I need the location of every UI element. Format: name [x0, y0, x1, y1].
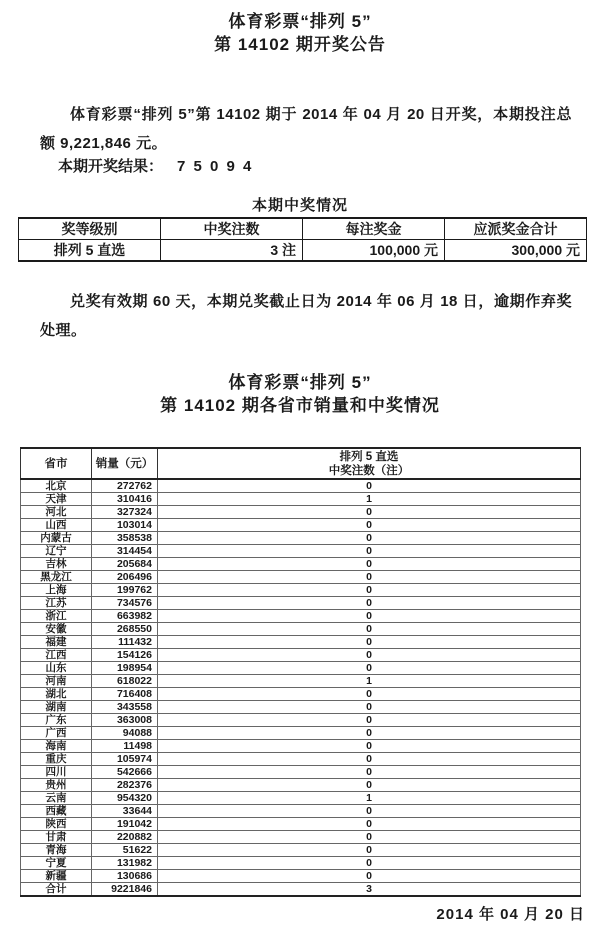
- sales-cell: 954320: [92, 792, 158, 805]
- table-row: [21, 740, 581, 753]
- wins-cell: 0: [158, 727, 581, 740]
- wins-cell: 0: [158, 545, 581, 558]
- table-row: [21, 870, 581, 883]
- prize-table-row: [19, 240, 587, 262]
- table-row: [21, 597, 581, 610]
- table-row: [21, 688, 581, 701]
- province-cell: 广西: [21, 727, 92, 740]
- sales-cell: 105974: [92, 753, 158, 766]
- province-cell: 辽宁: [21, 545, 92, 558]
- wins-cell: 0: [158, 753, 581, 766]
- sales-cell: 131982: [92, 857, 158, 870]
- wins-cell: 0: [158, 532, 581, 545]
- sales-header: 销量（元）: [92, 448, 158, 479]
- sales-cell: 9221846: [92, 883, 158, 897]
- table-row: [21, 558, 581, 571]
- table-row: [21, 714, 581, 727]
- wins-cell: 0: [158, 558, 581, 571]
- wins-header-line1: 排列 5 直选: [339, 450, 399, 463]
- prize-header-count: 中奖注数: [161, 218, 303, 240]
- province-cell: 四川: [21, 766, 92, 779]
- prize-level-cell: 排列 5 直选: [19, 240, 161, 262]
- wins-cell: 0: [158, 714, 581, 727]
- province-cell: 吉林: [21, 558, 92, 571]
- sales-cell: 314454: [92, 545, 158, 558]
- sales-cell: 282376: [92, 779, 158, 792]
- wins-cell: 0: [158, 688, 581, 701]
- page-title-line2: 第 14102 期开奖公告: [214, 35, 386, 54]
- table-row: [21, 831, 581, 844]
- page-title: [0, 10, 600, 56]
- province-cell: 黑龙江: [21, 571, 92, 584]
- table-row: [21, 753, 581, 766]
- wins-cell: 0: [158, 818, 581, 831]
- province-cell: 广东: [21, 714, 92, 727]
- footer-date: 2014 年 04 月 20 日: [436, 906, 585, 923]
- prize-header-amount: 每注奖金: [303, 218, 445, 240]
- sales-cell: 94088: [92, 727, 158, 740]
- province-cell: 山东: [21, 662, 92, 675]
- wins-cell: 0: [158, 701, 581, 714]
- draw-result-line: [58, 156, 253, 178]
- prize-table: [18, 217, 587, 262]
- table-row: [21, 662, 581, 675]
- wins-cell: 1: [158, 493, 581, 506]
- sales-cell: 272762: [92, 479, 158, 493]
- province-table-body: [21, 479, 581, 896]
- draw-result-label: 本期开奖结果：: [58, 158, 164, 175]
- wins-cell: 0: [158, 740, 581, 753]
- sales-cell: 198954: [92, 662, 158, 675]
- sales-cell: 663982: [92, 610, 158, 623]
- table-row: [21, 857, 581, 870]
- table-row: [21, 675, 581, 688]
- wins-cell: 3: [158, 883, 581, 897]
- section2-title-line1: 体育彩票“排列 5”: [228, 373, 372, 392]
- sales-cell: 11498: [92, 740, 158, 753]
- table-row: [21, 883, 581, 897]
- table-row: [21, 805, 581, 818]
- province-cell: 贵州: [21, 779, 92, 792]
- table-row: [21, 532, 581, 545]
- sales-cell: 111432: [92, 636, 158, 649]
- table-row: [21, 545, 581, 558]
- section2-title-line2: 第 14102 期各省市销量和中奖情况: [160, 396, 440, 415]
- wins-cell: 0: [158, 623, 581, 636]
- province-cell: 湖南: [21, 701, 92, 714]
- wins-cell: 0: [158, 519, 581, 532]
- sales-cell: 310416: [92, 493, 158, 506]
- province-cell: 甘肃: [21, 831, 92, 844]
- wins-cell: 0: [158, 662, 581, 675]
- province-cell: 河北: [21, 506, 92, 519]
- province-cell: 安徽: [21, 623, 92, 636]
- sales-cell: 154126: [92, 649, 158, 662]
- sales-cell: 542666: [92, 766, 158, 779]
- table-row: [21, 610, 581, 623]
- province-cell: 新疆: [21, 870, 92, 883]
- sales-cell: 51622: [92, 844, 158, 857]
- wins-cell: 0: [158, 584, 581, 597]
- province-cell: 西藏: [21, 805, 92, 818]
- sales-cell: 220882: [92, 831, 158, 844]
- province-cell: 天津: [21, 493, 92, 506]
- table-row: [21, 701, 581, 714]
- wins-cell: 0: [158, 831, 581, 844]
- wins-cell: 1: [158, 675, 581, 688]
- sales-cell: 716408: [92, 688, 158, 701]
- wins-header-line2: 中奖注数（注）: [328, 464, 410, 477]
- wins-cell: 0: [158, 506, 581, 519]
- province-cell: 海南: [21, 740, 92, 753]
- table-row: [21, 792, 581, 805]
- table-row: [21, 844, 581, 857]
- prize-header-total: 应派奖金合计: [445, 218, 587, 240]
- sales-cell: 33644: [92, 805, 158, 818]
- province-cell: 湖北: [21, 688, 92, 701]
- sales-cell: 343558: [92, 701, 158, 714]
- prize-total-cell: 300,000 元: [445, 240, 587, 262]
- table-row: [21, 766, 581, 779]
- sales-cell: 327324: [92, 506, 158, 519]
- sales-cell: 206496: [92, 571, 158, 584]
- wins-cell: 0: [158, 479, 581, 493]
- province-cell: 北京: [21, 479, 92, 493]
- prize-count-cell: 3 注: [161, 240, 303, 262]
- table-row: [21, 623, 581, 636]
- province-cell: 江苏: [21, 597, 92, 610]
- wins-cell: 0: [158, 649, 581, 662]
- table-row: [21, 584, 581, 597]
- wins-cell: 0: [158, 636, 581, 649]
- sales-cell: 130686: [92, 870, 158, 883]
- wins-cell: 0: [158, 844, 581, 857]
- province-cell: 福建: [21, 636, 92, 649]
- table-row: [21, 493, 581, 506]
- section2-title: [0, 371, 600, 417]
- table-row: [21, 636, 581, 649]
- table-row: [21, 818, 581, 831]
- province-cell: 云南: [21, 792, 92, 805]
- province-cell: 内蒙古: [21, 532, 92, 545]
- wins-cell: 0: [158, 857, 581, 870]
- province-cell: 上海: [21, 584, 92, 597]
- redemption-paragraph: 兑奖有效期 60 天，本期兑奖截止日为 2014 年 06 月 18 日，逾期作弃奖处理。: [40, 293, 572, 339]
- sales-cell: 199762: [92, 584, 158, 597]
- table-row: [21, 727, 581, 740]
- province-cell: 河南: [21, 675, 92, 688]
- table-row: [21, 571, 581, 584]
- sales-cell: 618022: [92, 675, 158, 688]
- sales-cell: 363008: [92, 714, 158, 727]
- wins-cell: 0: [158, 571, 581, 584]
- province-sales-table: [20, 447, 581, 897]
- draw-result-digits: 7 5 0 9 4: [177, 158, 254, 175]
- sales-cell: 734576: [92, 597, 158, 610]
- province-table-header-row: [21, 448, 581, 479]
- province-cell: 浙江: [21, 610, 92, 623]
- wins-cell: 0: [158, 870, 581, 883]
- province-cell: 青海: [21, 844, 92, 857]
- wins-cell: 0: [158, 766, 581, 779]
- table-row: [21, 519, 581, 532]
- province-cell: 合计: [21, 883, 92, 897]
- wins-cell: 0: [158, 805, 581, 818]
- province-cell: 江西: [21, 649, 92, 662]
- prize-amount-cell: 100,000 元: [303, 240, 445, 262]
- page-title-line1: 体育彩票“排列 5”: [228, 12, 372, 31]
- table-row: [21, 479, 581, 493]
- province-cell: 山西: [21, 519, 92, 532]
- prize-header-level: 奖等级别: [19, 218, 161, 240]
- wins-cell: 0: [158, 779, 581, 792]
- sales-cell: 358538: [92, 532, 158, 545]
- prize-table-caption: 本期中奖情况: [251, 197, 348, 214]
- sales-cell: 191042: [92, 818, 158, 831]
- province-header: 省市: [21, 448, 92, 479]
- sales-cell: 103014: [92, 519, 158, 532]
- province-cell: 陕西: [21, 818, 92, 831]
- province-cell: 宁夏: [21, 857, 92, 870]
- prize-table-header-row: [19, 218, 587, 240]
- wins-cell: 1: [158, 792, 581, 805]
- table-row: [21, 779, 581, 792]
- table-row: [21, 649, 581, 662]
- sales-cell: 205684: [92, 558, 158, 571]
- sales-cell: 268550: [92, 623, 158, 636]
- wins-header: [158, 448, 581, 479]
- intro-paragraph: 体育彩票“排列 5”第 14102 期于 2014 年 04 月 20 日开奖，本期投注总额 9,221,846 元。: [40, 106, 572, 152]
- table-row: [21, 506, 581, 519]
- province-cell: 重庆: [21, 753, 92, 766]
- wins-cell: 0: [158, 610, 581, 623]
- wins-cell: 0: [158, 597, 581, 610]
